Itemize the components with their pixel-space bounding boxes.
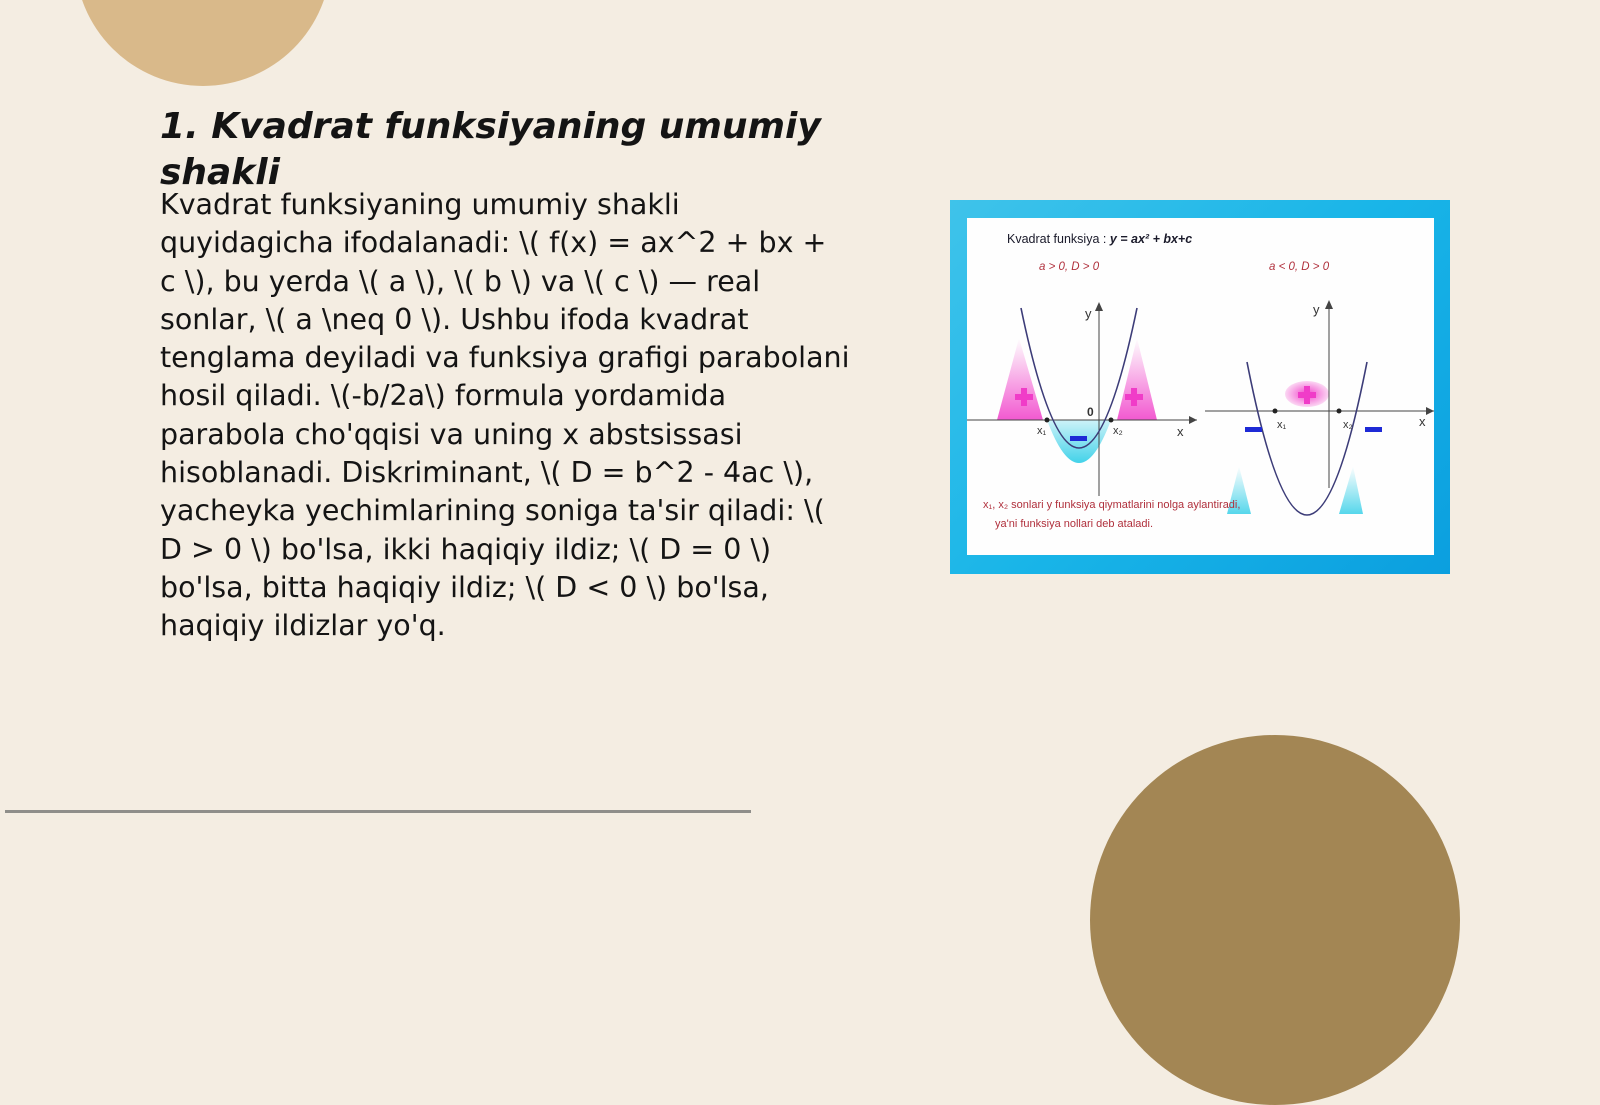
figure-heading: Kvadrat funksiya : y = ax² + bx+c: [1007, 232, 1193, 246]
left-positive-region: [997, 338, 1043, 420]
slide-body-text: Kvadrat funksiyaning umumiy shakli quyidagicha ifodalanadi: \( f(x) = ax^2 + bx + c \), bu yerda \( a \), \( b \) va \( c \) — real sonlar, \( a \neq 0 \). Ushbu ifoda kvadrat tenglama deyiladi va funksiya grafigi parabolani hosil qiladi. \(-b/2a\) formula yordamida parabola cho'qqisi va uning x abstsissasi hisoblanadi. Diskriminant, \( D = b^2 - 4ac \), yacheyka yechimlarining soniga ta'sir qiladi: \( D > 0 \) bo'lsa, ikki haqiqiy ildiz; \( D = 0 \) bo'lsa, bitta haqiqiy ildiz; \( D < 0 \) bo'lsa, haqiqiy ildizlar yo'q.: [160, 188, 850, 643]
svg-text:y: y: [1313, 302, 1320, 317]
minus-sign-icon: [1245, 427, 1262, 432]
figure-panel: [967, 218, 1434, 555]
minus-sign-icon: [1070, 436, 1087, 441]
right-parabola-graph: [1205, 300, 1434, 515]
svg-text:x: x: [1177, 424, 1184, 439]
figure-caption-line1: x₁, x₂ sonlari y funksiya qiymatlarini nolga aylantiradi,: [983, 499, 1241, 511]
quadratic-graph-figure: [950, 200, 1450, 574]
svg-text:x₂: x₂: [1343, 419, 1353, 431]
svg-text:x₁: x₁: [1277, 419, 1287, 431]
svg-text:y: y: [1085, 306, 1092, 321]
svg-text:x: x: [1419, 414, 1426, 429]
right-condition-label: a < 0, D > 0: [1269, 261, 1330, 273]
svg-text:0: 0: [1087, 405, 1094, 419]
svg-text:x₁: x₁: [1037, 425, 1047, 437]
svg-text:x₂: x₂: [1113, 425, 1123, 437]
figure-caption-line2: ya'ni funksiya nollari deb ataladi.: [995, 518, 1154, 530]
left-parabola-graph: [967, 302, 1197, 496]
decorative-circle-bottom: [1090, 735, 1460, 1105]
left-condition-label: a > 0, D > 0: [1039, 261, 1100, 273]
right-negative-region-right: [1339, 466, 1363, 514]
footer-divider: [5, 810, 751, 813]
parabola-diagram: [967, 218, 1434, 555]
left-positive-region-right: [1117, 338, 1157, 420]
decorative-circle-top: [75, 0, 331, 86]
minus-sign-icon: [1365, 427, 1382, 432]
slide-title: 1. Kvadrat funksiyaning umumiy shakli: [160, 106, 821, 193]
